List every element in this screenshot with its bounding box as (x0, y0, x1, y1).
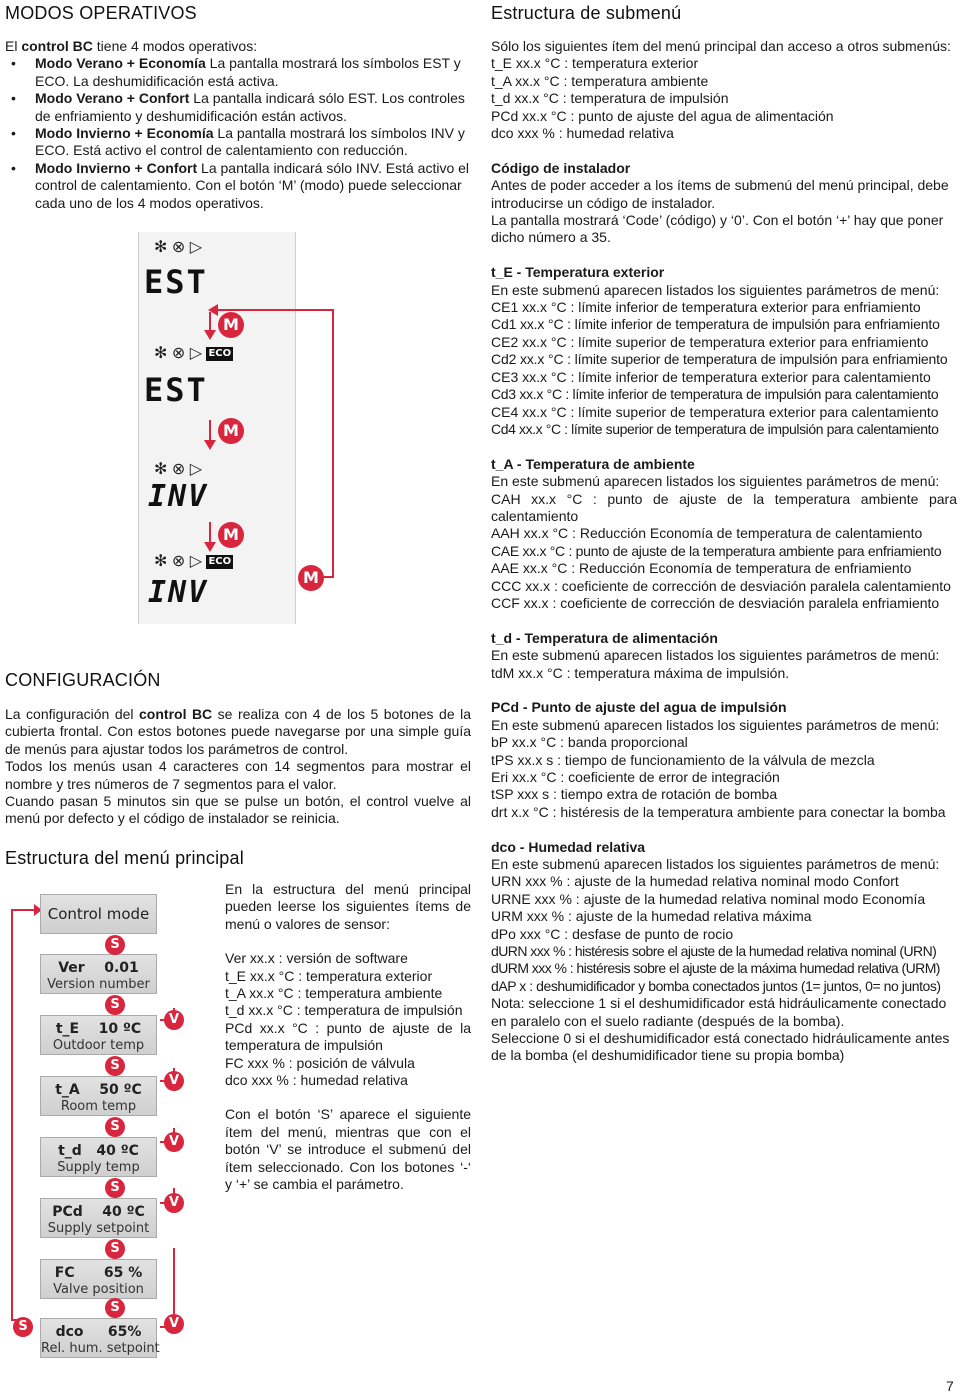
screen-value: t_E 10 ºC (55, 1021, 142, 1037)
section-title: dco - Humedad relativa (491, 838, 646, 855)
screen-value: Ver 0.01 (58, 960, 139, 976)
menu-desc-block (225, 881, 471, 1194)
menu-screen-t_a (40, 1076, 157, 1116)
param-item: Cd1 xx.x °C : límite inferior de temperatura de impulsión para enfriamiento (491, 316, 940, 333)
modos-list (5, 55, 473, 212)
submenu-list-item: dco xxx % : humedad relativa (491, 125, 674, 142)
submenu-list-item: t_d xx.x °C : temperatura de impulsión (491, 90, 729, 107)
screen-value: dco 65% (55, 1324, 142, 1340)
param-item: AAE xx.x °C : Reducción Economía de temperatura de enfriamiento (491, 560, 912, 577)
intro-text-end: tiene 4 modos operativos: (92, 38, 258, 54)
screen-label: Rel. hum. setpoint (41, 1341, 160, 1356)
config-bold: control BC (139, 706, 213, 722)
modo-bold: Modo Invierno + Economía (35, 125, 214, 142)
menu-list-item: FC xxx % : posición de válvula (225, 1054, 415, 1071)
s-button[interactable]: S (105, 935, 125, 955)
section-t_e (491, 264, 957, 438)
param-item: Seleccione 0 si el deshumidificador está conectado hidráulicamente antes de la bomba (el deshumidificador tiene su propia bomba) (491, 1030, 950, 1064)
screen-label: Valve position (53, 1282, 144, 1297)
modo-text: La pantalla indicará sólo INV. Está activo el control de calentamiento. Con el botón ‘M’ (modo) puede seleccionar cada uno de los 4 modos operativos. (35, 159, 470, 211)
intro-text: El (5, 38, 22, 54)
param-item: drt x.x °C : histéresis de la temperatura ambiente para conectar la bomba (491, 803, 946, 820)
modos-body (5, 38, 473, 212)
config-p3: Cuando pasan 5 minutos sin que se pulse un botón, el control vuelve al menú por defecto y el código de instalador se reinicia. (5, 793, 471, 827)
section-t_d (491, 630, 957, 682)
screen-value: t_A 50 ºC (55, 1082, 142, 1098)
screen-label: Outdoor temp (52, 1038, 145, 1053)
section-pcd (491, 699, 957, 821)
section-t_a (491, 456, 957, 613)
page-number: 7 (946, 1378, 954, 1394)
s-button[interactable]: S (105, 1239, 125, 1259)
submenu-list-item: PCd xx.x °C : punto de ajuste del agua de alimentación (491, 107, 834, 124)
s-button[interactable]: S (105, 995, 125, 1015)
spacer (225, 933, 471, 950)
param-item: dAP x : deshumidificador y bomba conectados juntos (1= juntos, 0= no juntos) (491, 977, 941, 994)
param-item: tSP xxx s : tiempo extra de rotación de bomba (491, 786, 778, 803)
fan-valve-pump-icons: ✻ ⊗ ▷ (154, 461, 203, 478)
param-item: Cd3 xx.x °C : límite inferior de temperatura de impulsión para calentamiento (491, 386, 939, 403)
param-item: Eri xx.x °C : coeficiente de error de integración (491, 768, 780, 785)
modo-item (5, 160, 473, 212)
s-button[interactable]: S (105, 1178, 125, 1198)
section-intro: En este submenú aparecen listados los siguientes parámetros de menú: (491, 473, 940, 490)
modo-text: La pantalla mostrará los símbolos EST y ECO. La deshumidificación está activa. (35, 55, 461, 89)
menu-screen-t_e (40, 1015, 157, 1055)
submenu-title: Estructura de submenú (491, 3, 682, 23)
section-dco (491, 839, 957, 1065)
menu-list-item: t_d xx.x °C : temperatura de impulsión (225, 1002, 463, 1019)
param-item: URN xxx % : ajuste de la humedad relativa nominal modo Confort (491, 873, 899, 890)
menu-list-item: t_E xx.x °C : temperatura exterior (225, 967, 433, 984)
config-title: CONFIGURACIÓN (5, 670, 161, 690)
param-item: CAH xx.x °C : punto de ajuste de la temperatura ambiente para calentamiento (491, 490, 957, 524)
param-item: tPS xx.x s : tiempo de funcionamiento de la válvula de mezcla (491, 751, 875, 768)
section-title: t_d - Temperatura de alimentación (491, 629, 718, 646)
screen-value: PCd 40 ºC (52, 1204, 145, 1220)
modo-bold: Modo Verano + Confort (35, 90, 190, 107)
param-item: CAE xx.x °C : punto de ajuste de la temperatura ambiente para enfriamiento (491, 542, 942, 559)
param-item: dPo xxx °C : desfase de punto de rocio (491, 925, 734, 942)
v-button[interactable]: V (164, 1193, 184, 1213)
submenu-list-item: t_A xx.x °C : temperatura ambiente (491, 72, 709, 89)
s-button[interactable]: S (105, 1056, 125, 1076)
param-item: CE1 xx.x °C : límite inferior de temperatura exterior para enfriamiento (491, 299, 921, 316)
display-inv: INV (148, 479, 209, 514)
config-p1 (5, 706, 471, 758)
config-p2: Todos los menús usan 4 caracteres con 14 segmentos para mostrar el nombre y tres números de 7 segmentos para el valor. (5, 758, 471, 792)
fan-valve-pump-icons: ✻ ⊗ ▷ ECO (154, 345, 232, 362)
param-item: CCF xx.x : coeficiente de corrección de desviación paralela enfriamiento (491, 594, 940, 611)
eco-icon: ECO (208, 347, 232, 359)
screen-label: Control mode (47, 905, 150, 923)
modo-item (5, 90, 473, 125)
param-item: tdM xx.x °C : temperatura máxima de impulsión. (491, 664, 790, 681)
section-intro: En este submenú aparecen listados los siguientes parámetros de menú: (491, 647, 940, 664)
display-est: EST (144, 263, 208, 301)
menu-list-item: Ver xx.x : versión de software (225, 950, 408, 967)
mode-button[interactable]: M (218, 418, 244, 444)
modo-text: La pantalla mostrará los símbolos INV y ECO. Está activo el control de calentamiento con reducción. (35, 125, 465, 159)
param-item: CCC xx.x : coeficiente de corrección de desviación paralela calentamiento (491, 577, 951, 594)
submenu-body (491, 38, 957, 1065)
param-item: dURM xxx % : histéresis sobre el ajuste de la máxima humedad relativa (URM) (491, 960, 940, 977)
mode-button[interactable]: M (298, 565, 324, 591)
modos-intro (5, 38, 473, 55)
v-button[interactable]: V (164, 1010, 184, 1030)
config-text: La configuración del (5, 706, 140, 722)
screen-label: Supply temp (57, 1160, 140, 1175)
menu-list-item: t_A xx.x °C : temperatura ambiente (225, 985, 443, 1002)
modo-item (5, 125, 473, 160)
code-p2: La pantalla mostrará ‘Code’ (código) y ‘0’. Con el botón ‘+’ hay que poner dicho número a 35. (491, 212, 944, 246)
spacer (491, 142, 957, 159)
modo-text: La pantalla indicará sólo EST. Los controles de enfriamiento y deshumidificación están activos. (35, 90, 465, 124)
modo-bold: Modo Verano + Economía (35, 55, 206, 72)
section-title: t_E - Temperatura exterior (491, 264, 665, 281)
param-item: CE4 xx.x °C : límite superior de temperatura exterior para calentamiento (491, 403, 939, 420)
modo-bold: Modo Invierno + Confort (35, 159, 198, 176)
fan-valve-pump-icons: ✻ ⊗ ▷ (154, 239, 203, 256)
config-body (5, 706, 471, 828)
eco-icon: ECO (208, 555, 232, 567)
param-item: Nota: seleccione 1 si el deshumidificador está hidráulicamente conectado en paralelo con el suelo radiante (después de la bomba). (491, 995, 947, 1029)
section-title: PCd - Punto de ajuste del agua de impulsión (491, 699, 787, 716)
menu-diagram (0, 890, 200, 1360)
param-item: CE3 xx.x °C : límite inferior de temperatura exterior para calentamiento (491, 368, 931, 385)
s-button[interactable]: S (13, 1317, 33, 1337)
code-p1: Antes de poder acceder a los ítems de submenú del menú principal, debe introducirse un código de instalador. (491, 177, 949, 211)
v-button[interactable]: V (164, 1132, 184, 1152)
section-intro: En este submenú aparecen listados los siguientes parámetros de menú: (491, 281, 940, 298)
submenu-intro: Sólo los siguientes ítem del menú principal dan acceso a otros submenús: (491, 38, 951, 54)
submenu-list-item: t_E xx.x °C : temperatura exterior (491, 55, 699, 72)
v-button[interactable]: V (164, 1071, 184, 1091)
menu-screen-pcd (40, 1198, 157, 1238)
param-item: bP xx.x °C : banda proporcional (491, 734, 688, 751)
config-text: se realiza con 4 de los 5 botones de la cubierta frontal. Con estos botones puede navegarse por una simple guía de menús para ajustar todos los parámetros de control. (5, 706, 472, 757)
param-item: URNE xxx % : ajuste de la humedad relativa nominal modo Economía (491, 890, 926, 907)
menu-title: Estructura del menú principal (5, 848, 244, 868)
modo-item (5, 55, 473, 90)
menu-screen-dco (40, 1318, 160, 1358)
menu-screen-t_d (40, 1137, 157, 1177)
v-button[interactable]: V (164, 1314, 184, 1334)
display-est: EST (144, 371, 208, 409)
section-intro: En este submenú aparecen listados los siguientes parámetros de menú: (491, 716, 940, 733)
param-item: URM xxx % : ajuste de la humedad relativa máxima (491, 908, 812, 925)
mode-diagram (138, 232, 338, 624)
param-item: dURN xxx % : histéresis sobre el ajuste de la humedad relativa nominal (URN) (491, 943, 937, 960)
param-item: Cd2 xx.x °C : límite superior de temperatura de impulsión para enfriamiento (491, 351, 948, 368)
s-button[interactable]: S (105, 1117, 125, 1137)
screen-label: Version number (47, 977, 150, 992)
spacer (225, 1089, 471, 1106)
mode-button[interactable]: M (218, 312, 244, 338)
modos-title: MODOS OPERATIVOS (5, 3, 197, 23)
menu-desc: En la estructura del menú principal pueden leerse los siguientes ítems de menú o valores de sensor: (225, 881, 471, 932)
s-button[interactable]: S (105, 1298, 125, 1318)
screen-value: t_d 40 ºC (58, 1143, 139, 1159)
screen-label: Supply setpoint (47, 1221, 150, 1236)
menu-list-item: dco xxx % : humedad relativa (225, 1072, 408, 1089)
screen-label: Room temp (60, 1099, 137, 1114)
section-title: t_A - Temperatura de ambiente (491, 455, 695, 472)
param-item: Cd4 xx.x °C : límite superior de temperatura de impulsión para calentamiento (491, 420, 939, 437)
intro-bold: control BC (21, 38, 93, 54)
mode-button[interactable]: M (218, 522, 244, 548)
param-item: CE2 xx.x °C : límite superior de temperatura exterior para enfriamiento (491, 333, 929, 350)
menu-screen-fc (40, 1259, 157, 1299)
code-title: Código de instalador (491, 159, 631, 176)
fan-valve-pump-icons: ✻ ⊗ ▷ ECO (154, 553, 232, 570)
menu-desc2: Con el botón ‘S’ aparece el siguiente ítem del menú, mientras que con el botón ‘V’ se introduce el submenú del ítem seleccionado. Con los botones ‘-‘ y ‘+’ se cambia el parámetro. (225, 1106, 471, 1193)
param-item: AAH xx.x °C : Reducción Economía de temperatura de calentamiento (491, 525, 923, 542)
display-inv: INV (148, 575, 209, 610)
menu-screen-ver (40, 954, 157, 994)
menu-list-item: PCd xx.x °C : punto de ajuste de la temperatura de impulsión (225, 1019, 471, 1054)
menu-screen-control-mode (40, 894, 157, 934)
screen-value: FC 65 % (54, 1265, 143, 1281)
section-intro: En este submenú aparecen listados los siguientes parámetros de menú: (491, 856, 940, 872)
